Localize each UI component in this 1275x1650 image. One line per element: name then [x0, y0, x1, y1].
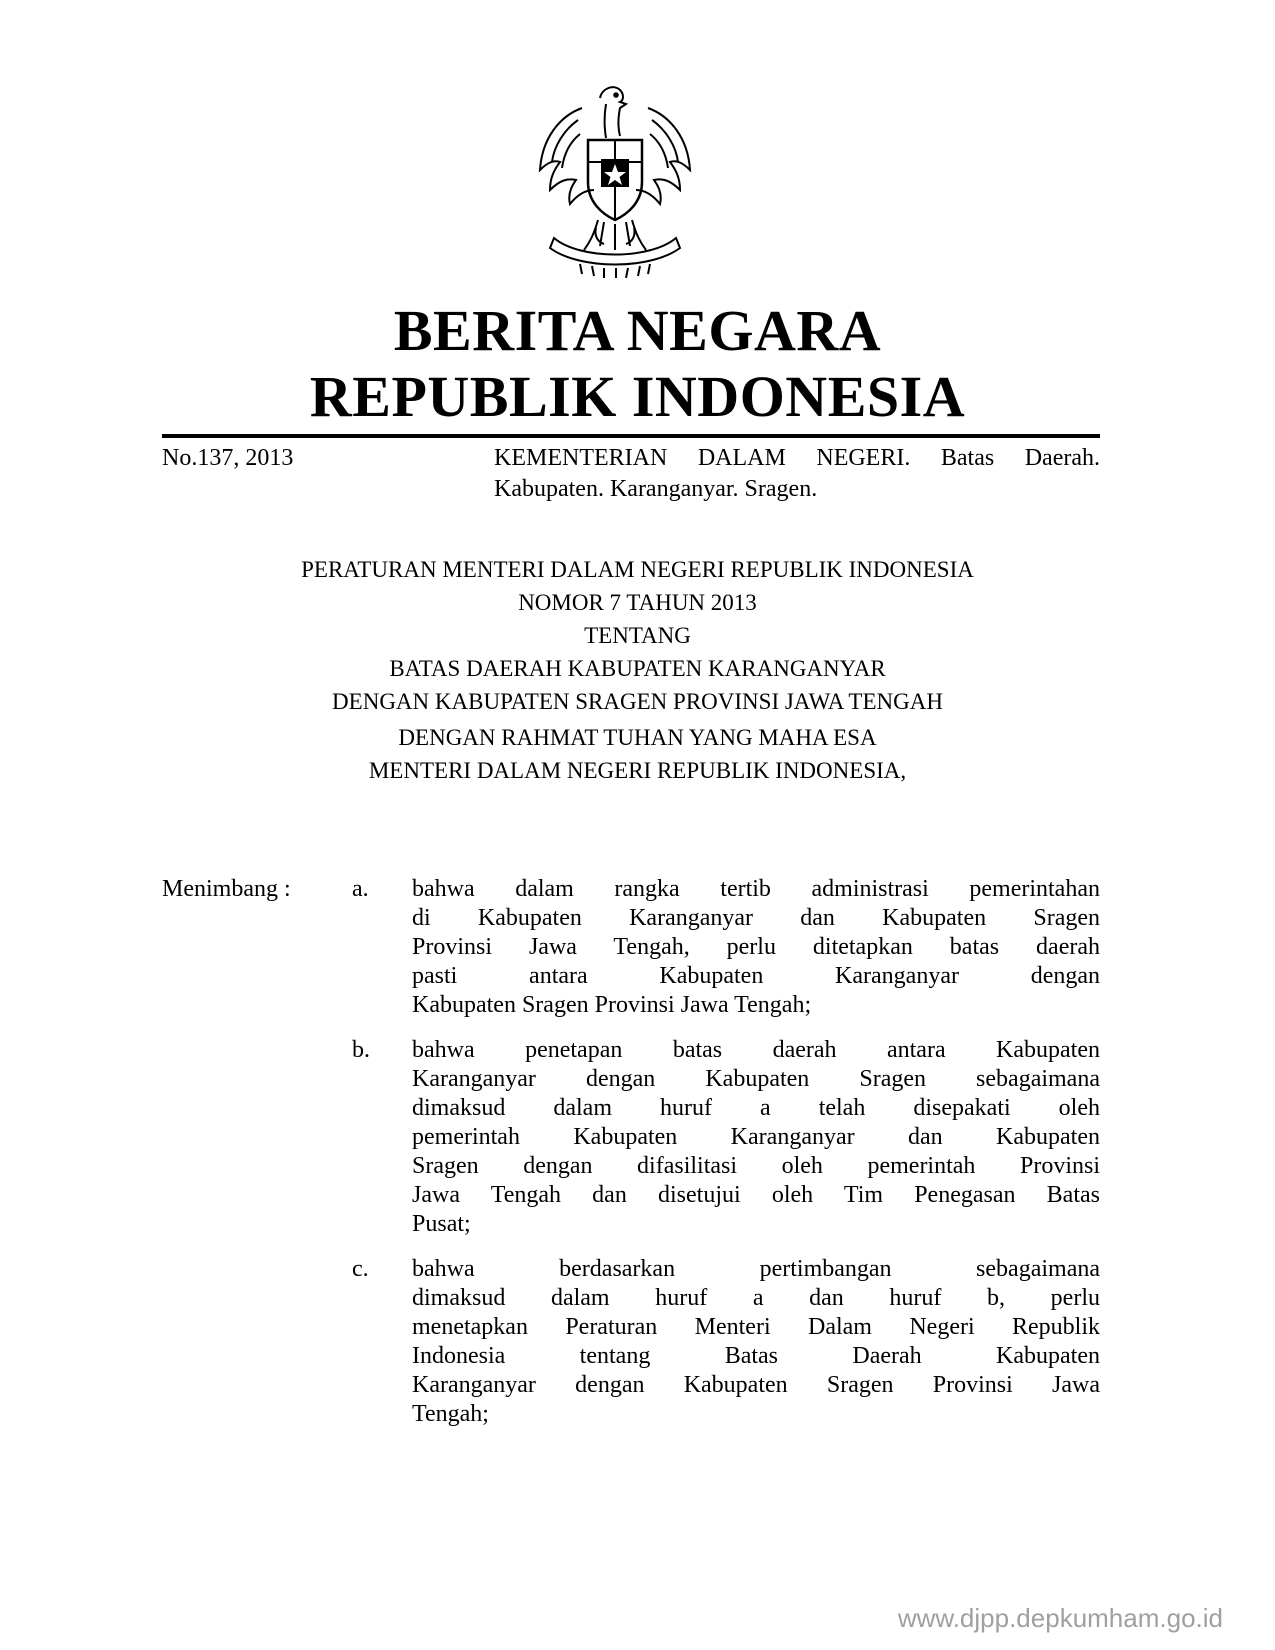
- garuda-pancasila-emblem-icon: [520, 78, 710, 278]
- consideration-letter: b.: [352, 1037, 370, 1063]
- consideration-line: bahwa dalam rangka tertib administrasi pemerintahan: [412, 876, 1100, 902]
- regulation-subject-line: BATAS DAERAH KABUPATEN KARANGANYAR: [389, 656, 886, 681]
- consideration-line: di Kabupaten Karanganyar dan Kabupaten Sragen: [412, 905, 1100, 931]
- preamble-line: DENGAN RAHMAT TUHAN YANG MAHA ESA: [398, 725, 877, 750]
- gazette-subject-line: Kabupaten. Karanganyar. Sragen.: [494, 476, 818, 502]
- consideration-line: Karanganyar dengan Kabupaten Sragen sebagaimana: [412, 1066, 1100, 1092]
- footer-url-link[interactable]: www.djpp.depkumham.go.id: [897, 1603, 1223, 1633]
- consideration-line: menetapkan Peraturan Menteri Dalam Negeri Republik: [412, 1314, 1100, 1340]
- consideration-line: Kabupaten Sragen Provinsi Jawa Tengah;: [412, 992, 812, 1018]
- consideration-line: Pusat;: [412, 1211, 471, 1237]
- regulation-number: NOMOR 7 TAHUN 2013: [518, 590, 757, 615]
- preamble: [0, 721, 1275, 787]
- regulation-subject-line: DENGAN KABUPATEN SRAGEN PROVINSI JAWA TENGAH: [332, 689, 943, 714]
- consideration-line: Sragen dengan difasilitasi oleh pemerintah Provinsi: [412, 1153, 1100, 1179]
- consideration-line: Karanganyar dengan Kabupaten Sragen Provinsi Jawa: [412, 1372, 1100, 1398]
- gazette-number: No.137, 2013: [162, 445, 294, 471]
- consideration-line: dimaksud dalam huruf a dan huruf b, perlu: [412, 1285, 1100, 1311]
- regulation-title: [0, 553, 1275, 718]
- considerations-label: Menimbang :: [162, 876, 291, 902]
- consideration-line: Indonesia tentang Batas Daerah Kabupaten: [412, 1343, 1100, 1369]
- consideration-line: Provinsi Jawa Tengah, perlu ditetapkan batas daerah: [412, 934, 1100, 960]
- masthead-subtitle: REPUBLIK INDONESIA: [309, 364, 966, 429]
- gazette-subject-line: KEMENTERIAN DALAM NEGERI. Batas Daerah.: [494, 445, 1100, 471]
- gazette-subject: [494, 443, 1100, 505]
- regulation-title-line: PERATURAN MENTERI DALAM NEGERI REPUBLIK INDONESIA: [301, 557, 974, 582]
- consideration-letter: a.: [352, 876, 369, 902]
- consideration-line: bahwa penetapan batas daerah antara Kabupaten: [412, 1037, 1100, 1063]
- regulation-about: TENTANG: [584, 623, 691, 648]
- consideration-line: Jawa Tengah dan disetujui oleh Tim Penegasan Batas: [412, 1182, 1100, 1208]
- consideration-line: Tengah;: [412, 1401, 489, 1427]
- consideration-line: pemerintah Kabupaten Karanganyar dan Kabupaten: [412, 1124, 1100, 1150]
- consideration-line: bahwa berdasarkan pertimbangan sebagaimana: [412, 1256, 1100, 1282]
- consideration-line: pasti antara Kabupaten Karanganyar dengan: [412, 963, 1100, 989]
- preamble-line: MENTERI DALAM NEGERI REPUBLIK INDONESIA,: [368, 758, 907, 783]
- consideration-letter: c.: [352, 1256, 369, 1282]
- consideration-line: dimaksud dalam huruf a telah disepakati oleh: [412, 1095, 1100, 1121]
- masthead-title: BERITA NEGARA: [393, 298, 882, 363]
- header-divider: [162, 434, 1100, 438]
